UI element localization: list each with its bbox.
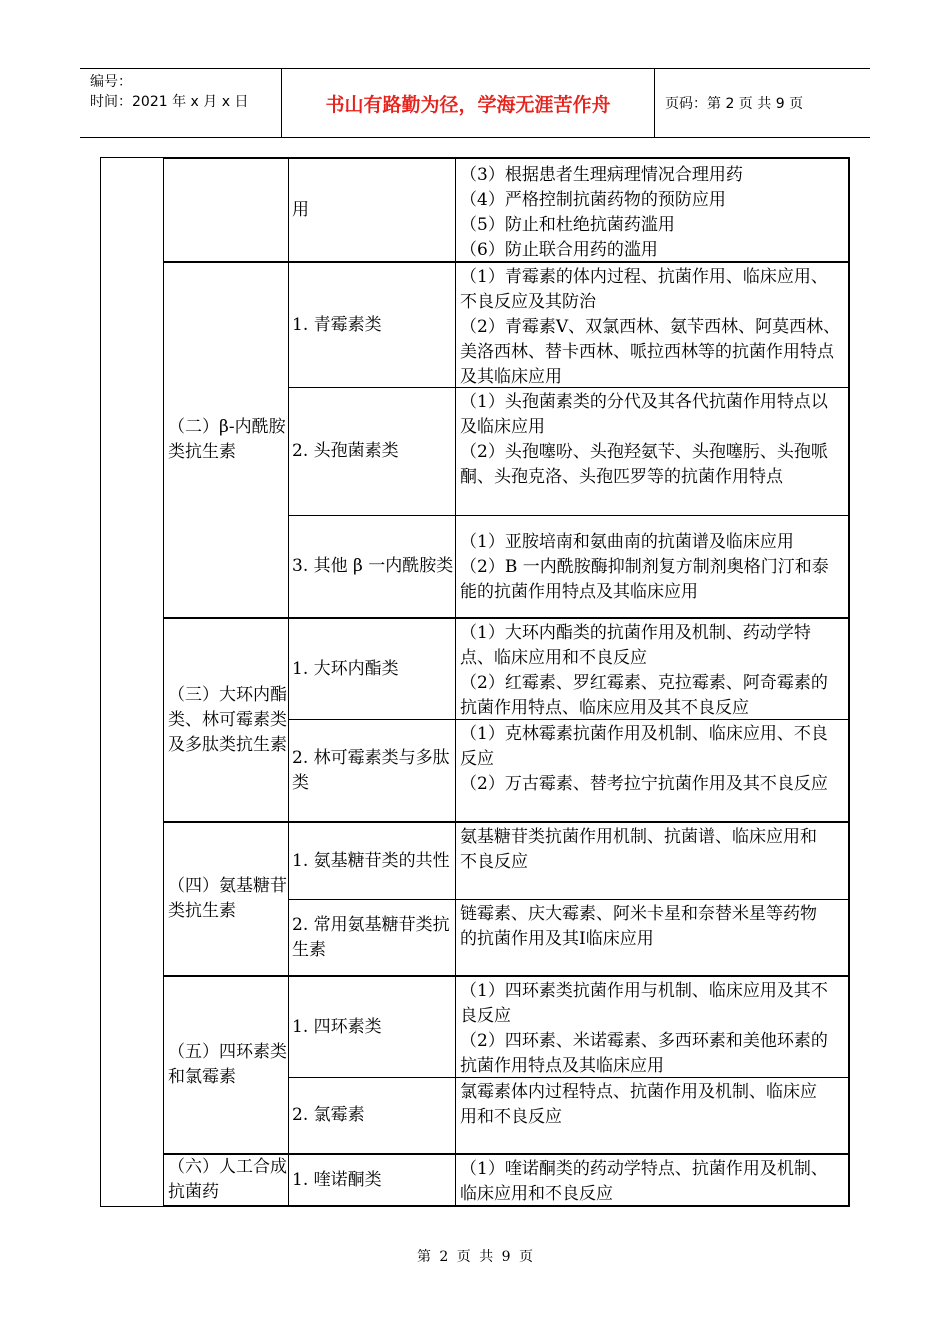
- subsection-label: 2. 氯霉素: [288, 1078, 456, 1153]
- detail-cell: [456, 263, 848, 387]
- table-row: [288, 899, 848, 975]
- detail-line: 用和不良反应: [460, 1107, 562, 1127]
- table-block-aminoglycoside: [163, 822, 849, 976]
- detail-line: （2）Β 一内酰胺酶抑制剂复方制剂奥格门汀和泰能的抗菌作用特点及其临床应用: [460, 557, 829, 602]
- detail-line: （1）克林霉素抗菌作用及机制、临床应用、不良反应: [460, 724, 828, 769]
- table-block-macrolide: [163, 618, 849, 822]
- section-label: （六）人工合成抗菌药: [168, 1157, 287, 1202]
- detail-line: （1）喹诺酮类的药动学特点、抗菌作用及机制、临床应用和不良反应: [460, 1159, 828, 1204]
- table-row: [288, 263, 848, 387]
- detail-line: （2）四环素、米诺霉素、多西环素和美他环素的抗菌作用特点及其临床应用: [460, 1031, 828, 1076]
- detail-line: （6）防止联合用药的滥用: [460, 240, 658, 260]
- detail-line: （4）严格控制抗菌药物的预防应用: [460, 190, 726, 210]
- table-row: [288, 1155, 848, 1205]
- detail-cell: [456, 388, 848, 515]
- detail-cell: [456, 1155, 848, 1205]
- header-page-number: 页码：第 2 页 共 9 页: [665, 96, 804, 112]
- detail-cell: [456, 720, 848, 821]
- table-row: [288, 719, 848, 821]
- table-row: [288, 619, 848, 719]
- table-block-beta-lactam: [163, 262, 849, 618]
- detail-line: （1）头孢菌素类的分代及其各代抗菌作用特点以及临床应用: [460, 392, 828, 437]
- subsection-label: 用: [288, 159, 456, 261]
- table-row: [288, 159, 848, 261]
- subsection-label: 2. 常用氨基糖苷类抗生素: [288, 900, 456, 975]
- detail-line: 不良反应: [460, 852, 528, 872]
- detail-line: （2）青霉素Ⅴ、双氯西林、氨苄西林、阿莫西林、美洛西林、替卡西林、哌拉西林等的抗菌作用特点及其临床应用: [460, 317, 841, 387]
- detail-line: （2）头孢噻吩、头孢羟氨苄、头孢噻肟、头孢哌酮、头孢克洛、头孢匹罗等的抗菌作用特点: [460, 442, 828, 487]
- subsection-label: 2. 头孢菌素类: [288, 388, 456, 515]
- table-block-synthetic: [163, 1154, 849, 1206]
- section-label: （二）β-内酰胺类抗生素: [168, 417, 286, 462]
- subsection-label: 1. 青霉素类: [288, 263, 456, 387]
- detail-line: （2）红霉素、罗红霉素、克拉霉素、阿奇霉素的抗菌作用特点、临床应用及其不良反应: [460, 673, 828, 718]
- table-row: [288, 977, 848, 1077]
- detail-line: （3）根据患者生理病理情况合理用药: [460, 165, 743, 185]
- subsection-label: 2. 林可霉素类与多肽类: [288, 720, 456, 821]
- table-row: [288, 823, 848, 899]
- subsection-label: 1. 氨基糖苷类的共性: [288, 823, 456, 899]
- section-label: [164, 159, 288, 261]
- detail-cell: [456, 159, 848, 261]
- table-row: [288, 1077, 848, 1153]
- section-label: （五）四环素类和氯霉素: [168, 1042, 287, 1087]
- page-footer: 第 2 页 共 9 页: [416, 1249, 534, 1265]
- subsection-label: 1. 四环素类: [288, 977, 456, 1077]
- code-label: 编号：: [90, 74, 132, 90]
- header-motto: 书山有路勤为径，学海无涯苦作舟: [281, 69, 655, 137]
- detail-line: 氯霉素体内过程特点、抗菌作用及机制、临床应: [460, 1082, 817, 1102]
- syllabus-table: [100, 157, 850, 1207]
- subsection-label: 3. 其他 β 一内酰胺类: [288, 516, 456, 617]
- header-meta: [80, 69, 281, 137]
- detail-line: （1）大环内酯类的抗菌作用及机制、药动学特点、临床应用和不良反应: [460, 623, 811, 668]
- detail-line: （1）青霉素的体内过程、抗菌作用、临床应用、不良反应及其防治: [460, 267, 828, 312]
- detail-cell: [456, 516, 848, 617]
- table-row: [288, 387, 848, 515]
- detail-cell: [456, 619, 848, 719]
- section-label: （四）氨基糖苷类抗生素: [168, 876, 287, 921]
- page-header: [80, 68, 870, 138]
- detail-line: 氨基糖苷类抗菌作用机制、抗菌谱、临床应用和: [460, 827, 817, 847]
- detail-line: （1）四环素类抗菌作用与机制、临床应用及其不良反应: [460, 981, 828, 1026]
- detail-cell: [456, 900, 848, 975]
- detail-line: 的抗菌作用及其Ⅰ临床应用: [460, 929, 654, 949]
- detail-cell: [456, 1078, 848, 1153]
- table-block-continued: [163, 158, 849, 262]
- detail-cell: [456, 977, 848, 1077]
- detail-line: （2）万古霉素、替考拉宁抗菌作用及其不良反应: [460, 774, 828, 794]
- detail-line: （1）亚胺培南和氨曲南的抗菌谱及临床应用: [460, 532, 794, 552]
- date-label: 时间：2021 年 x 月 x 日: [90, 94, 249, 110]
- detail-cell: [456, 823, 848, 899]
- detail-line: 链霉素、庆大霉素、阿米卡星和奈替米星等药物: [460, 904, 817, 924]
- subsection-label: 1. 大环内酯类: [288, 619, 456, 719]
- table-row: [288, 515, 848, 617]
- section-label: （三）大环内酯类、林可霉素类及多肽类抗生素: [168, 684, 287, 755]
- table-block-tetracycline: [163, 976, 849, 1154]
- subsection-label: 1. 喹诺酮类: [288, 1155, 456, 1205]
- detail-line: （5）防止和杜绝抗菌药滥用: [460, 215, 675, 235]
